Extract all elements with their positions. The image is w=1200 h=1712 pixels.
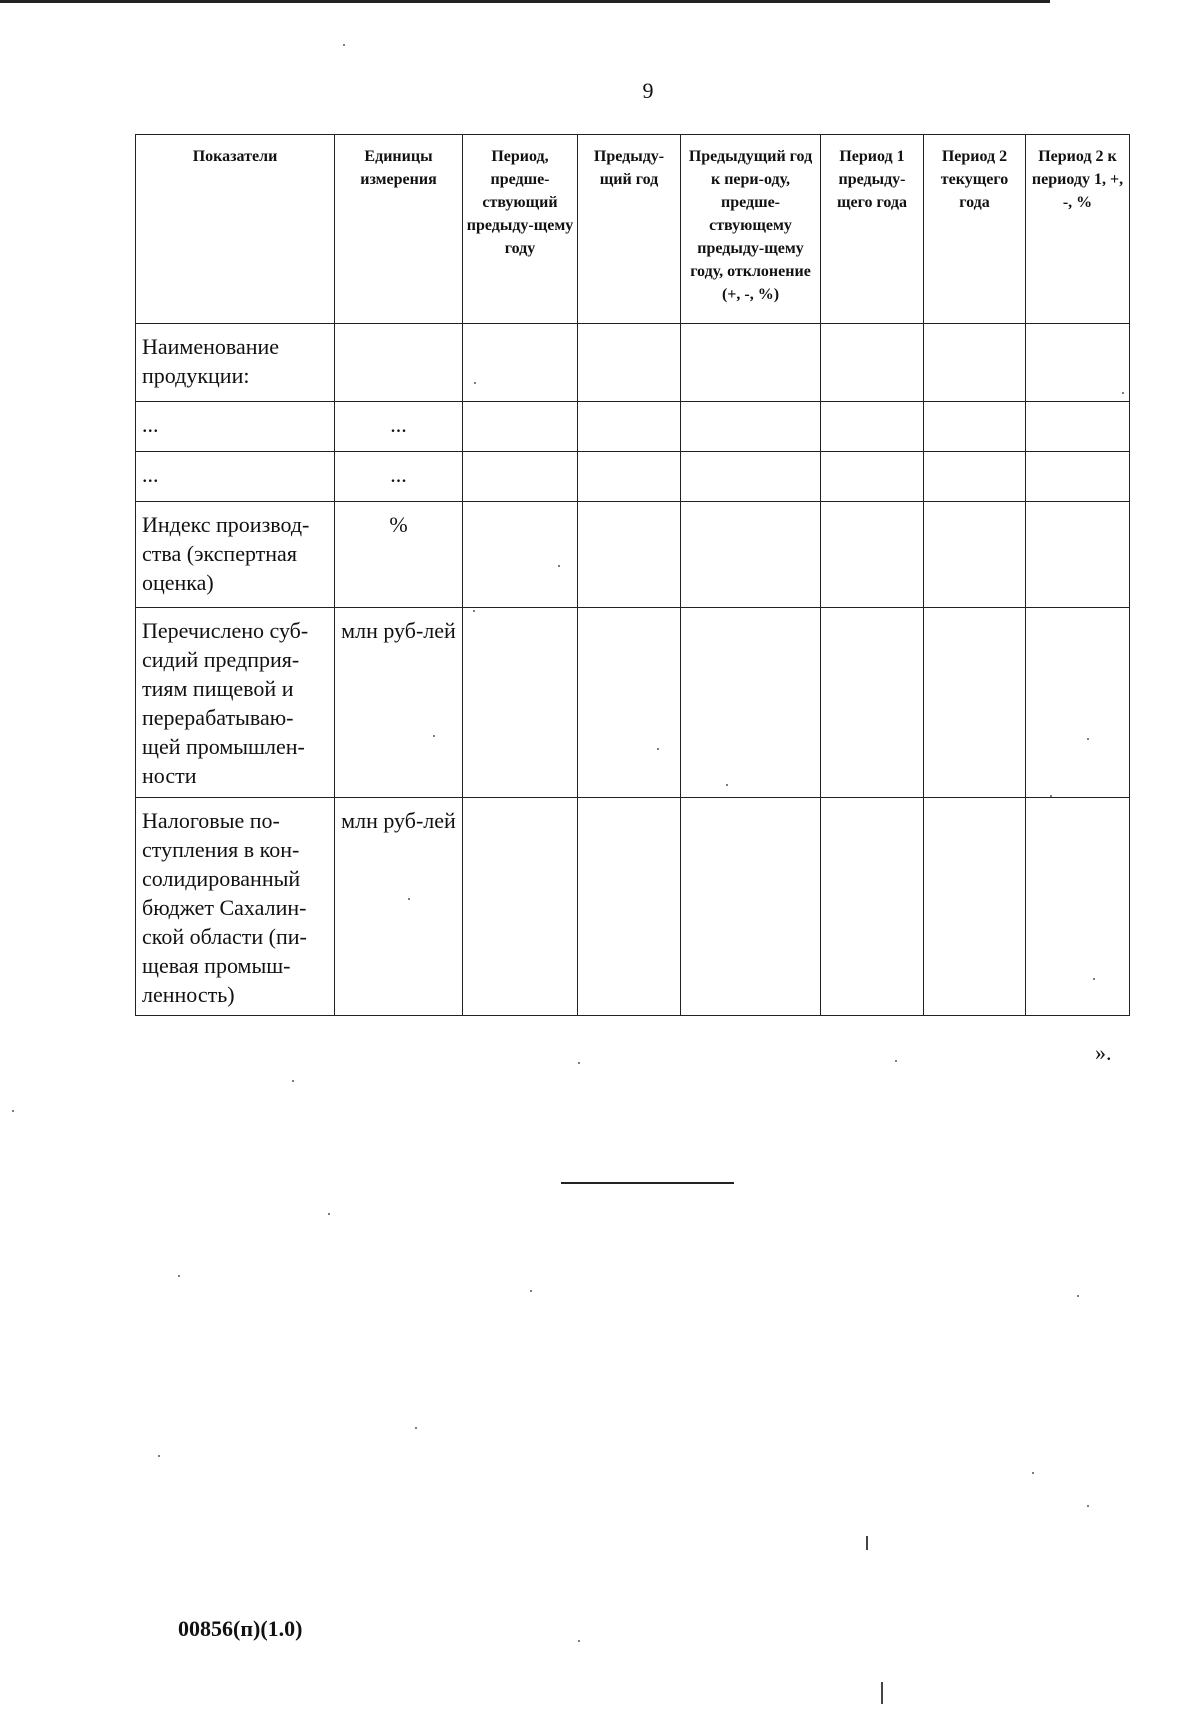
scan-speck — [408, 898, 410, 900]
scan-speck — [895, 1060, 897, 1062]
empty-cell — [578, 402, 681, 452]
row-unit: ... — [335, 452, 463, 502]
scan-speck — [474, 382, 476, 384]
scan-mark — [866, 1536, 868, 1550]
scan-speck — [1032, 1472, 1034, 1474]
row-unit — [335, 324, 463, 402]
scan-speck — [292, 1080, 294, 1082]
header-units: Единицы измерения — [335, 135, 463, 324]
empty-cell — [924, 608, 1026, 798]
empty-cell — [1026, 324, 1130, 402]
row-unit: млн руб-лей — [335, 798, 463, 1016]
empty-cell — [1026, 502, 1130, 608]
empty-cell — [821, 452, 924, 502]
empty-cell — [681, 402, 821, 452]
row-unit: млн руб-лей — [335, 608, 463, 798]
header-period-before-previous-year: Период, предше-ствующий предыду-щему году — [463, 135, 578, 324]
header-indicators: Показатели — [136, 135, 335, 324]
scan-speck — [1122, 392, 1124, 394]
scan-speck — [726, 784, 728, 786]
empty-cell — [821, 502, 924, 608]
empty-cell — [681, 608, 821, 798]
scan-speck — [1087, 1505, 1089, 1507]
empty-cell — [1026, 798, 1130, 1016]
header-previous-year-deviation: Предыдущий год к пери-оду, предше-ствующему предыду-щему году, отклонение (+, -, %) — [681, 135, 821, 324]
empty-cell — [681, 502, 821, 608]
table-row — [136, 402, 1130, 452]
empty-cell — [463, 502, 578, 608]
table-row — [136, 324, 1130, 402]
scan-speck — [578, 1640, 580, 1642]
table-row — [136, 608, 1130, 798]
empty-cell — [924, 798, 1026, 1016]
scan-speck — [1093, 978, 1095, 980]
empty-cell — [463, 452, 578, 502]
empty-cell — [578, 324, 681, 402]
closing-quote: ». — [1095, 1040, 1112, 1065]
scan-speck — [415, 1427, 417, 1429]
empty-cell — [463, 798, 578, 1016]
header-previous-year: Предыду-щий год — [578, 135, 681, 324]
empty-cell — [463, 608, 578, 798]
empty-cell — [578, 798, 681, 1016]
row-label: ... — [136, 452, 335, 502]
empty-cell — [578, 452, 681, 502]
table-row — [136, 798, 1130, 1016]
document-code: 00856(п)(1.0) — [178, 1616, 303, 1641]
scan-speck — [328, 1213, 330, 1215]
header-period-1-previous-year: Период 1 предыду-щего года — [821, 135, 924, 324]
empty-cell — [463, 402, 578, 452]
top-scan-border — [0, 0, 1050, 3]
empty-cell — [1026, 608, 1130, 798]
scan-speck — [657, 748, 659, 750]
row-label: Индекс производ-ства (экспертная оценка) — [136, 502, 335, 608]
end-of-document-rule — [561, 1182, 734, 1184]
table-row — [136, 502, 1130, 608]
indicators-table — [135, 134, 1130, 1016]
page-number: 9 — [642, 78, 654, 103]
scan-speck — [1087, 738, 1089, 740]
empty-cell — [1026, 402, 1130, 452]
empty-cell — [681, 452, 821, 502]
scan-mark — [881, 1682, 883, 1704]
row-label: Наименование продукции: — [136, 324, 335, 402]
empty-cell — [821, 798, 924, 1016]
empty-cell — [821, 402, 924, 452]
empty-cell — [1026, 452, 1130, 502]
scan-speck — [1050, 795, 1052, 797]
empty-cell — [924, 452, 1026, 502]
table-row — [136, 452, 1130, 502]
row-label: ... — [136, 402, 335, 452]
empty-cell — [821, 608, 924, 798]
scan-speck — [158, 1455, 160, 1457]
empty-cell — [821, 324, 924, 402]
scan-speck — [558, 565, 560, 567]
empty-cell — [681, 324, 821, 402]
scan-speck — [578, 1062, 580, 1064]
empty-cell — [924, 402, 1026, 452]
row-unit: ... — [335, 402, 463, 452]
empty-cell — [578, 502, 681, 608]
scan-speck — [178, 1275, 180, 1277]
table-header-row — [136, 135, 1130, 324]
row-label: Перечислено суб-сидий предприя-тиям пищевой и перерабатываю-щей промышлен-ности — [136, 608, 335, 798]
header-period-2-vs-period-1: Период 2 к периоду 1, +, -, % — [1026, 135, 1130, 324]
scan-speck — [433, 735, 435, 737]
row-label: Налоговые по-ступления в кон-солидированный бюджет Сахалин-ской области (пи-щевая промыш-ленность) — [136, 798, 335, 1016]
scan-speck — [530, 1290, 532, 1292]
scan-speck — [343, 44, 345, 46]
scan-speck — [473, 610, 475, 612]
empty-cell — [681, 798, 821, 1016]
empty-cell — [924, 324, 1026, 402]
scan-speck — [1077, 1295, 1079, 1297]
empty-cell — [924, 502, 1026, 608]
empty-cell — [578, 608, 681, 798]
header-period-2-current-year: Период 2 текущего года — [924, 135, 1026, 324]
scan-speck — [12, 1110, 14, 1112]
empty-cell — [463, 324, 578, 402]
row-unit: % — [335, 502, 463, 608]
